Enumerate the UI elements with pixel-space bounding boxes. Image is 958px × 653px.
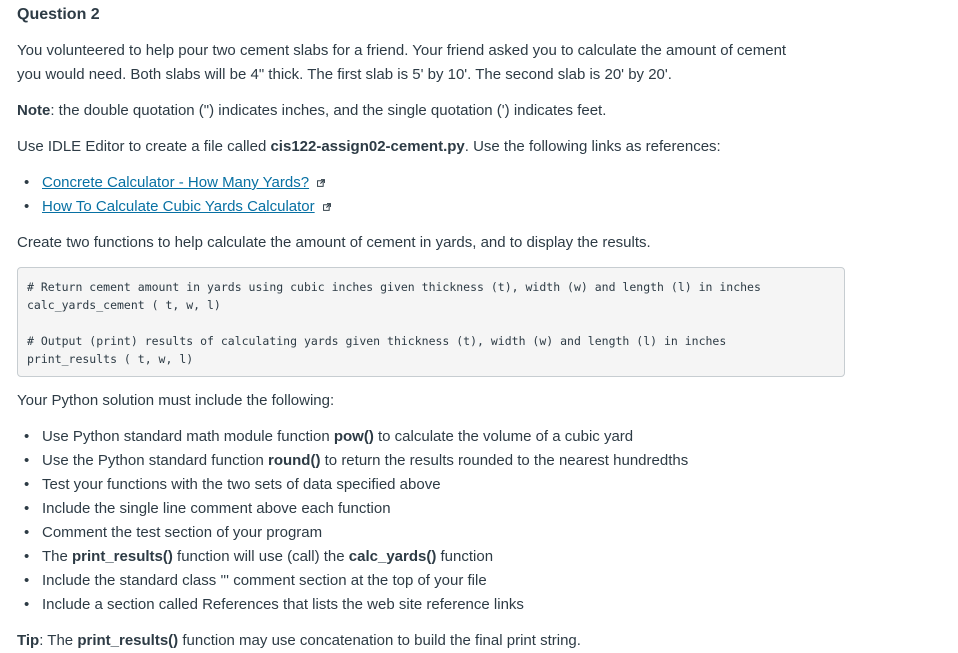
list-item: • Include a section called References that lists the web site reference links	[17, 593, 688, 617]
tip-text: function may use concatenation to build the final print string.	[178, 632, 581, 649]
list-item: • Include the standard class ''' comment section at the top of your file	[17, 569, 688, 593]
note-paragraph	[17, 99, 837, 123]
req-code: round()	[267, 452, 321, 469]
note-label: Note	[17, 102, 51, 119]
question-title: Question 2	[17, 6, 100, 23]
functions-intro: Create two functions to help calculate the amount of cement in yards, and to display the results.	[17, 234, 651, 251]
tip-paragraph	[17, 629, 837, 653]
reference-links	[17, 171, 331, 219]
intro-line-2: you would need. Both slabs will be 4" thick. The first slab is 5' by 10'. The second slab is 20' by 20'.	[17, 66, 672, 83]
list-item	[17, 545, 688, 569]
note-text: : the double quotation (") indicates inches, and the single quotation (') indicates feet.	[50, 102, 607, 119]
external-link-icon	[323, 203, 331, 211]
req-text: The	[42, 548, 73, 565]
tip-label: Tip	[17, 632, 40, 649]
req-code: pow()	[333, 428, 374, 445]
req-text: Use Python standard math module function	[42, 428, 334, 445]
list-item	[17, 171, 331, 195]
req-text: to calculate the volume of a cubic yard	[373, 428, 634, 445]
cubic-yards-calculator-link[interactable]: How To Calculate Cubic Yards Calculator	[42, 198, 315, 215]
code-line: calc_yards_cement ( t, w, l)	[27, 298, 221, 312]
code-line: # Output (print) results of calculating yards given thickness (t), width (w) and length (l) in inches	[27, 334, 727, 348]
requirements-heading: Your Python solution must include the following:	[17, 392, 335, 409]
list-item: • Comment the test section of your program	[17, 521, 688, 545]
req-text: to return the results rounded to the nearest hundredths	[320, 452, 689, 469]
req-code: calc_yards()	[348, 548, 437, 565]
intro-line-1: You volunteered to help pour two cement slabs for a friend. Your friend asked you to calculate the amount of cement	[17, 42, 787, 59]
intro-paragraph	[17, 39, 837, 87]
req-text: function	[436, 548, 494, 565]
concrete-calculator-link[interactable]: Concrete Calculator - How Many Yards?	[42, 174, 310, 191]
req-text: function will use (call) the	[172, 548, 349, 565]
tip-text: : The	[39, 632, 78, 649]
list-item	[17, 425, 688, 449]
req-text: Use the Python standard function	[42, 452, 268, 469]
idle-prefix: Use IDLE Editor to create a file called	[17, 138, 271, 155]
tip-code: print_results()	[77, 632, 179, 649]
code-block	[17, 267, 845, 377]
idle-suffix: . Use the following links as references:	[464, 138, 721, 155]
list-item: • Include the single line comment above each function	[17, 497, 688, 521]
list-item: • Test your functions with the two sets of data specified above	[17, 473, 688, 497]
external-link-icon	[317, 179, 325, 187]
requirements-list	[17, 425, 688, 617]
list-item	[17, 449, 688, 473]
code-line: print_results ( t, w, l)	[27, 352, 194, 366]
idle-paragraph	[17, 135, 837, 159]
list-item	[17, 195, 331, 219]
req-code: print_results()	[72, 548, 173, 565]
code-line: # Return cement amount in yards using cubic inches given thickness (t), width (w) and length (l) in inches	[27, 280, 761, 294]
filename: cis122-assign02-cement.py	[270, 138, 465, 155]
